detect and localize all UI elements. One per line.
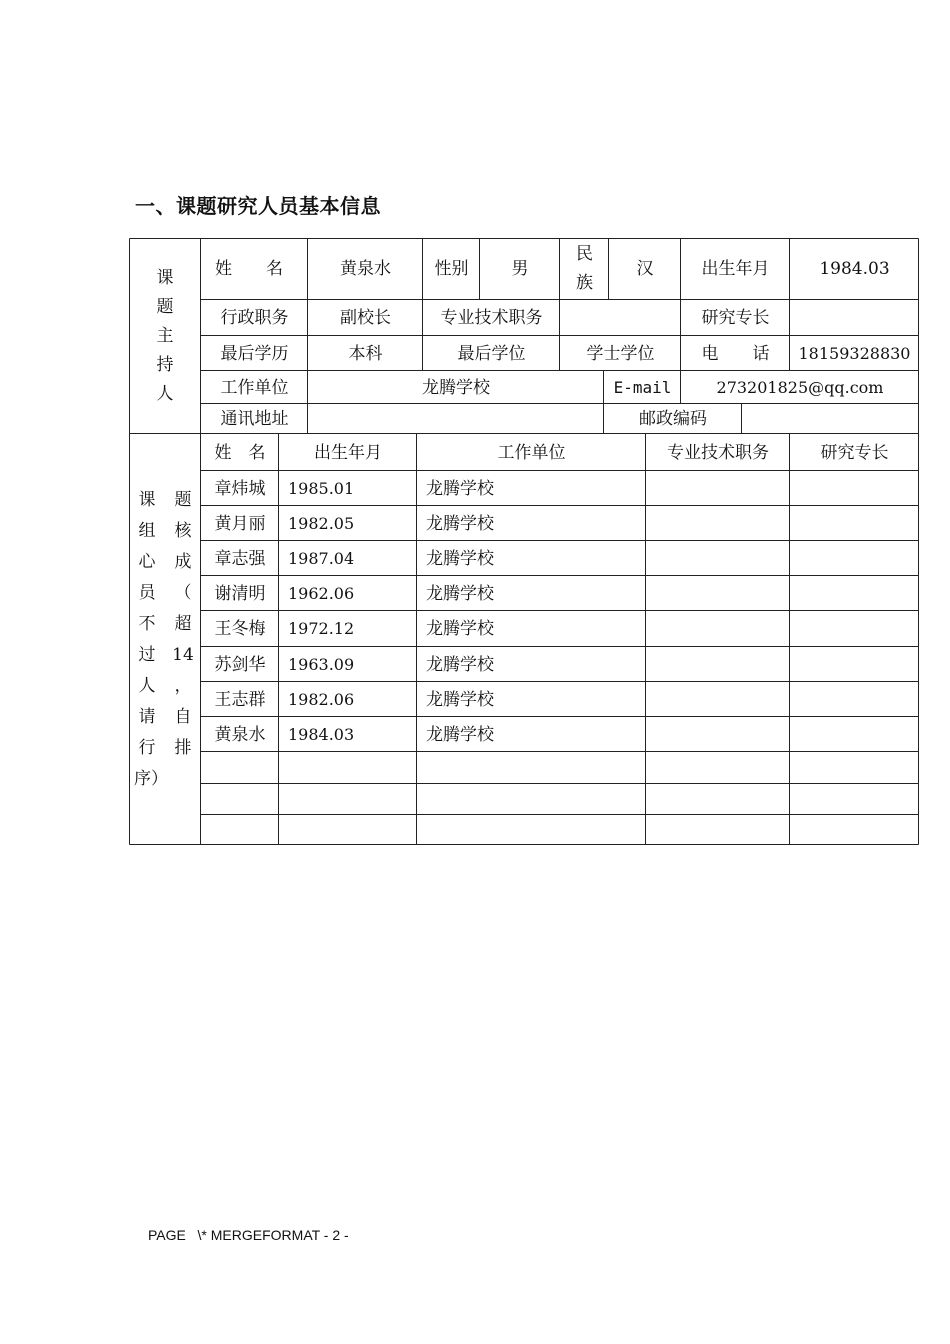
member-specialty (790, 471, 919, 506)
member-specialty (790, 717, 919, 752)
host-name-value: 黄泉水 (340, 259, 391, 279)
host-address-label: 通讯地址 (220, 409, 289, 429)
researcher-info-table (129, 238, 919, 845)
members-label-char: 心 (138, 551, 156, 572)
member-name: 黄月丽 (214, 513, 266, 534)
members-label-char: 组 (138, 520, 156, 541)
member-employer: 龙腾学校 (426, 513, 494, 534)
member-birth (279, 784, 417, 815)
host-label-char: 主 (156, 325, 174, 346)
members-label-char: 成 (174, 551, 192, 572)
member-employer: 龙腾学校 (426, 654, 494, 675)
member-name: 章志强 (214, 548, 266, 569)
host-birth-label: 出生年月 (701, 259, 770, 279)
members-label-char: 人 (138, 675, 156, 696)
host-education-value: 本科 (348, 343, 383, 364)
member-specialty (790, 576, 919, 611)
host-email-value: 273201825@qq.com (716, 377, 884, 397)
host-phone-label: 电 话 (701, 343, 770, 364)
section-heading: 一、课题研究人员基本信息 (135, 194, 381, 218)
member-tech-post (646, 815, 790, 845)
members-label-char: ， (174, 675, 192, 696)
member-birth (279, 815, 417, 845)
member-employer: 龙腾学校 (426, 689, 494, 710)
member-employer (417, 752, 646, 784)
members-header-specialty: 研究专长 (820, 442, 889, 463)
host-email-label: E-mail (613, 377, 672, 397)
members-label-char: 核 (174, 520, 192, 541)
member-name (201, 815, 279, 845)
member-employer (417, 815, 646, 845)
members-label-char: 题 (174, 489, 192, 510)
member-employer: 龙腾学校 (426, 548, 494, 569)
member-name: 苏剑华 (214, 654, 266, 675)
members-header-employer: 工作单位 (497, 442, 566, 463)
members-label-char: 排 (174, 737, 192, 758)
host-section-label (129, 238, 201, 434)
host-ethnicity-value: 汉 (636, 259, 654, 279)
members-label-char: 序） (134, 768, 168, 789)
members-label-char: 请 (138, 706, 156, 727)
member-name: 黄泉水 (214, 724, 266, 745)
member-name (201, 752, 279, 784)
member-name: 王志群 (214, 689, 266, 710)
ethnicity-label-char: 民 (576, 244, 593, 264)
member-birth: 1984.03 (288, 724, 355, 744)
members-label-char: 课 (138, 489, 156, 510)
host-name-label: 姓 名 (215, 259, 283, 279)
member-birth: 1963.09 (288, 654, 355, 674)
host-address-value (308, 404, 604, 434)
ethnicity-label-char: 族 (576, 273, 593, 293)
member-birth: 1987.04 (288, 548, 355, 568)
member-tech-post (646, 752, 790, 784)
member-tech-post (646, 471, 790, 506)
member-name: 王冬梅 (214, 619, 266, 639)
page-footer: PAGE \* MERGEFORMAT - 2 - (148, 1227, 349, 1243)
host-ethnicity-label (560, 238, 609, 300)
member-specialty (790, 611, 919, 647)
member-name: 谢清明 (214, 583, 266, 604)
host-postcode-value (742, 404, 919, 434)
member-tech-post (646, 611, 790, 647)
member-birth: 1962.06 (288, 583, 355, 603)
members-header-tech-post: 专业技术职务 (667, 442, 769, 463)
host-tech-post-value (560, 300, 681, 336)
host-postcode-label: 邮政编码 (639, 409, 707, 429)
host-label-char: 人 (156, 383, 174, 404)
members-header-name: 姓 名 (214, 442, 266, 463)
member-specialty (790, 682, 919, 717)
members-label-char: （ (174, 582, 192, 603)
member-specialty (790, 541, 919, 576)
member-specialty (790, 752, 919, 784)
host-label-char: 课 (156, 267, 174, 288)
member-tech-post (646, 784, 790, 815)
host-specialty-label: 研究专长 (701, 308, 770, 328)
members-label-char: 14 (172, 644, 194, 665)
members-label-char: 超 (174, 613, 192, 634)
host-employer-label: 工作单位 (220, 377, 289, 398)
member-birth: 1982.05 (288, 513, 355, 533)
member-specialty (790, 506, 919, 541)
host-admin-post-value: 副校长 (340, 308, 391, 328)
member-employer: 龙腾学校 (426, 478, 494, 499)
member-birth: 1982.06 (288, 689, 355, 709)
member-tech-post (646, 541, 790, 576)
member-tech-post (646, 506, 790, 541)
host-admin-post-label: 行政职务 (220, 308, 289, 328)
host-phone-value: 18159328830 (798, 343, 911, 363)
host-birth-value: 1984.03 (819, 259, 890, 279)
member-name (201, 784, 279, 815)
members-label-char: 不 (138, 613, 156, 634)
host-gender-value: 男 (511, 259, 529, 279)
host-specialty-value (790, 300, 919, 336)
member-tech-post (646, 576, 790, 611)
members-label-char: 行 (138, 737, 156, 758)
member-tech-post (646, 682, 790, 717)
member-birth: 1985.01 (288, 478, 355, 498)
member-name: 章炜城 (214, 478, 266, 499)
member-employer: 龙腾学校 (426, 583, 494, 604)
members-label-char: 过 (138, 644, 156, 665)
members-label-char: 员 (138, 582, 156, 603)
member-specialty (790, 815, 919, 845)
member-birth: 1972.12 (288, 619, 355, 638)
host-label-char: 题 (156, 296, 174, 317)
member-employer: 龙腾学校 (426, 619, 494, 639)
host-degree-label: 最后学位 (457, 343, 526, 364)
member-tech-post (646, 647, 790, 682)
host-tech-post-label: 专业技术职务 (440, 308, 543, 328)
host-education-label: 最后学历 (220, 343, 289, 364)
host-degree-value: 学士学位 (586, 343, 655, 364)
member-employer (417, 784, 646, 815)
members-label-char: 自 (174, 706, 192, 727)
member-employer: 龙腾学校 (426, 724, 494, 745)
host-employer-value: 龙腾学校 (422, 377, 490, 398)
member-specialty (790, 647, 919, 682)
host-label-char: 持 (156, 354, 174, 375)
member-specialty (790, 784, 919, 815)
member-birth (279, 752, 417, 784)
member-tech-post (646, 717, 790, 752)
members-section-label (129, 434, 201, 845)
members-header-birth: 出生年月 (314, 442, 382, 463)
host-gender-label: 性别 (434, 259, 469, 279)
